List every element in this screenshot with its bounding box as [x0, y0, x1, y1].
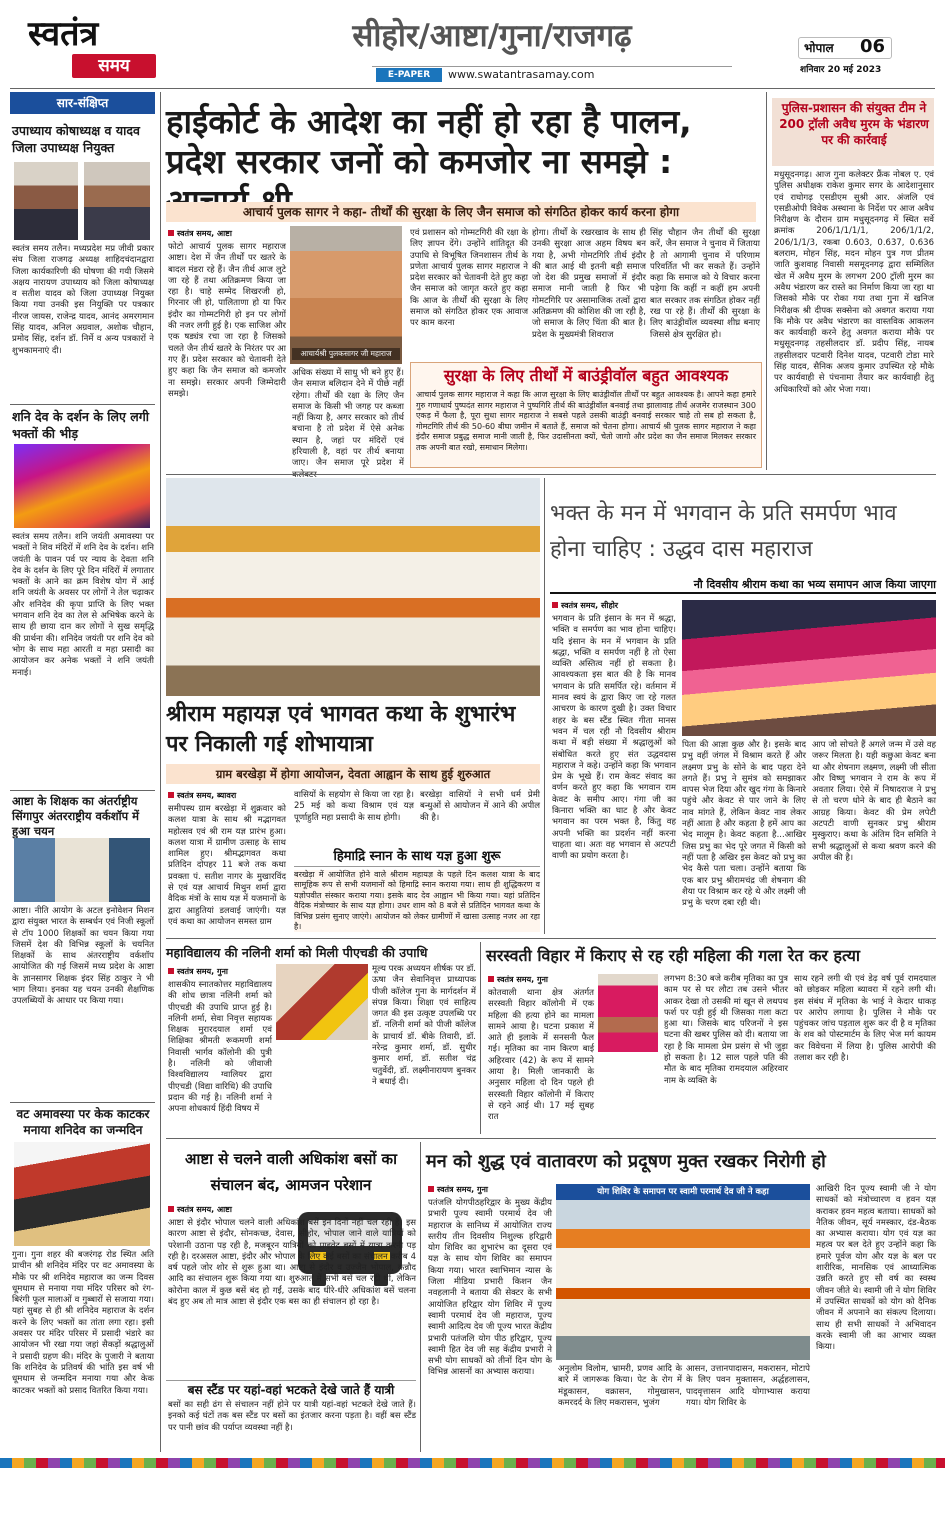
bus-box-text: बसों का सही ढंग से संचालन नहीं होने पर यात्री यहां-वहां भटकते देखे जाते हैं। इनको कई घंटों तक बस स्टैंड पर बसों का इंतजार करना पड़ता है। वहीं बस स्टैंड पर पानी छांव की पर्याप्त व्यवस्था नहीं है। — [168, 1400, 416, 1433]
lead-col-2: अधिक संख्या में साधु भी बने हुए हैं। जैन समाज बलिदान देने में पीछे नहीं रहेगा। तीर्थों की रक्षा के लिए जैन समाज के किसी भी जगह पर कब्जा नहीं किया है, अगर सरकार को तीर्थ बचाना है तो प्रदेश में ऐसे अनेक स्थान है, जहां पर मंदिरों एवं हरियाली है, वहां पर तीर्थ बनाया जाए। जैन समाज पूरे प्रदेश में — [292, 368, 404, 469]
story-head: आष्टा के शिक्षक का अंतर्राष्ट्रीय सिंगापुर अंतरराष्ट्रीय वर्कशॉप में हुआ चयन — [12, 794, 139, 838]
nalini-col-2: मूल्य परक अध्ययन शीर्षक पर डॉ. ऊषा जैन सेवानिवृत्त प्राध्यापक पीजी कॉलेज गुना के मार्गदर्शन में संपन्न किया। शिक्षा एवं साहित्य जगत की इस उत्कृष्ट उपलब्धि पर डॉ. नलिनी शर्मा को पीजी कॉलेज के प्राचार्य डॉ. बीके तिवारी, डॉ. नरेन्द्र कुमार शर्मा, डॉ. सुधीर कुमार शर्मा, डॉ. सतीश चंद्र चतुर्वेदी, डॉ. लक्ष्मीनारायण बुनकर ने बधाई दी। — [372, 964, 476, 1087]
story-head: वट अमावस्या पर केक काटकर मनाया शनिदेव का जन्मदिन — [16, 1107, 150, 1137]
temple-photo — [14, 444, 150, 528]
shobha-headline: श्रीराम महायज्ञ एवं भागवत कथा के शुभारंभ पर निकाली गई शोभायात्रा — [166, 702, 516, 757]
website-link[interactable]: www.swatantrasamay.com — [448, 68, 595, 81]
bhakt-headline: भक्त के मन में भगवान के प्रति समर्पण भाव होना चाहिए : उद्धव दास महाराज — [550, 501, 897, 562]
edition-title: सीहोर/आष्टा/गुना/राजगढ़ — [352, 18, 632, 54]
shobha-byline: स्वतंत्र समय, ब्यावरा — [168, 790, 286, 802]
lead-col-3: एवं प्रशासन को गोम्मटगिरी की रक्षा के लिए ज्ञापन देंगे। उन्होंने शांतिदूत की उपाधि से विभूषित जिनशासन तीर्थ के प्रणेता आचार्य पुलक सागर महाराज ने प्रदेश सरकार को चेतावनी देते हुए कहा जैन समाज को जागृत करते हुए कहा कि आज के तीर्थों की सुरक्षा के लिए समाज को संगठित होकर एक आवाज पर काम करना — [410, 228, 528, 329]
police-headline: पुलिस-प्रशासन की संयुक्त टीम ने 200 ट्रॉली अवैध मुरम के भंडारण पर की कार्रवाई — [779, 101, 929, 147]
lead-headline: हाईकोर्ट के आदेश का नहीं हो रहा है पालन, प्रदेश सरकार जनों को कमजोर ना समझे : — [166, 102, 692, 181]
story-text: गुना। गुना शहर की बजरंगढ़ रोड स्थित अति प्राचीन श्री शनिदेव मंदिर पर वट अमावस्या के मौके पर श्री शनिदेव महाराज का जन्म दिवस धूमधाम से मनाया गया मंदिर परिसर को रंग-बिरंगी फूल मालाओं व गुब्बारों से सजाया गया। यहां सुबह से ही श्री शनिदेव महाराज के दर्शन करने के लिए भक्तों का तांता लगा रहा। इसी अवसर पर मंदिर परिसर में प्रसादी भंडारे का आयोजन भी रखा गया जहां सैकड़ों श्रद्धालुओं ने प्रसादी ग्रहण की। मंदिर के पुजारी ने बताया कि शनिदेव के प्रतिवर्ष की भांति इस वर्ष भी धूमधाम से जन्मदिन मनाया गया और केक काटकर भक्तों को प्रसाद वितरित किया गया। — [12, 1250, 154, 1396]
nalini-headline: महाविद्यालय की नलिनी शर्मा को मिली पीएचडी की उपाधि — [166, 945, 428, 960]
city-label: भोपाल — [804, 41, 834, 55]
shobha-col-3: बरखेड़ा वासियों ने सभी धर्म प्रेमी बन्धुओं से आयोजन में आने की अपील की है। — [420, 790, 540, 823]
saraswati-headline: सरस्वती विहार में किराए से रह रही महिला की गला रेत कर हत्या — [486, 946, 861, 965]
story-text: स्वतंत्र समय तलैन। मध्यप्रदेश मप्र जीवी प्रकार संघ जिला राजगढ़ अध्यक्ष शाहिदचंदानद्वारा जिला कार्यकारिणी की घोषणा की गयी जिसमे अक्षय नारायण उपाध्याय को जिला कोषाध्यक्ष व सतीश यादव को जिला उपाध्यक्ष नियुक्त किया गया उनकी इस नियुक्ति पर पत्रकार नीरज जायस, राजेन्द्र यादव, आनंद अमरगमान सिंह यादव, अनिल अग्रवाल, अशोक चौहान, प्रमोद सिंह, दर्शन डॉ. निर्मे व अन्य पत्रकारों ने शुभकामनाएं दी। — [12, 244, 154, 356]
shobha-col-1: समीपस्थ ग्राम बरखेड़ा में शुक्रवार को कलश यात्रा के साथ श्री मद्भागवत महोत्सव एवं श्री राम यज्ञ प्रारंभ हुआ। कलश यात्रा में ग्रामीण उत्साह के साथ शामिल हुए। श्रीमद्भागवत कथा प्रतिदिन दोपहर 11 बजे तक कथा प्रवक्ता पं. सतीश नागर के मुखारविंद से एवं यज्ञ आचार्य मिथुन शर्मा द्वारा वैदिक मंत्रों के साथ यज्ञ में यजमानों के द्वारा आहुतियां डलवाई जाएंगी। यज्ञ एवं कथा का आयोजन समस्त ग्राम — [168, 804, 286, 927]
teacher-photo — [14, 838, 150, 902]
procession-photo — [166, 478, 540, 696]
story-text: स्वतंत्र समय तलैन। शनि जयंती अमावस्या पर भक्तों ने शिव मंदिरों में शनि देव के दर्शन। शनि जयंती के पावन पर्व पर न्याय के देवता शनि देव के दर्शन के लिए पूरे दिन मंदिरों में लगातार भक्तों के आने का क्रम विशेष योग में आई शनि जयंती के अवसर पर लोगों ने तेल चढ़ाकर और शनिदेव की कृपा प्राप्ति के लिए भक्त भगवान शनि देव का तेल से अभिषेक करने के साथ ही छाया दान कर लोगों ने सुख समृद्धि की प्रार्थना की। शनिदेव जयंती पर शनि देव को भोग के साथ महा आरती व महा प्रसादी का आयोजन कर अनेक भक्तों ने शनि जयंती मनाई। — [12, 532, 154, 678]
katha-photo — [682, 600, 936, 736]
nalini-byline: स्वतंत्र समय, गुना — [168, 966, 272, 978]
story-text: आष्टा। नीति आयोग के अटल इनोवेशन मिशन द्वारा संयुक्त भारत के सम्बर्धन एवं निजी स्कूलों से टॉप 1000 शिक्षकों का चयन किया गया जिसमें देश की विभिन्न स्कूलों के चयनित शिक्षकों के साथ अंतरराष्ट्रीय वर्कशॉप आयोजित की गई जिसमें मध्य प्रदेश के आष्टा के ज्ञानसागर शिक्षक इंदर सिंह ठाकुर ने भी भाग लिया। इनका यह चयन उनकी शैक्षणिक उपलब्धियों के आधार पर किया गया। — [12, 906, 154, 1007]
story-head: शनि देव के दर्शन के लिए लगी भक्तों की भीड़ — [12, 409, 150, 441]
photo-man-1 — [14, 162, 78, 240]
epaper-label: E-PAPER — [376, 68, 442, 82]
bhakt-byline: स्वतंत्र समय, सीहोर — [552, 600, 676, 612]
lead-col-4: होगा। तीर्थों के रखरखाव के साथ ही उनकी सुरक्षा आज अहम विषय बन गया है, अभी गोमटगिरि तीर्थ इंदौर की बात आई थी इतनी बड़ी समाज जो देश की प्रमुख समाजों में इंदौर समाज मानी जाती है फिर भी गोमटगिरि पर असामाजिक तत्वों द्वारा अतिक्रमण की कोशिश की जा रही है, जो समाज के लिए चिंता की बात है। प्रदेश के मुख्यमंत्री शिवराज — [532, 228, 646, 340]
yog-col-1: पतंजलि योगपीठहरिद्वार के मुख्य केंद्रीय प्रभारी पूज्य स्वामी परमार्थ देव जी महाराज के सानिध्य में आयोजित राज्य स्तरीय तीन दिवसीय निशुल्क हरिद्वारी योग शिविर का शुभारंभ का दूसरा एवं यज्ञ के साथ योग शिविर का समापन किया गया। भारत स्वाभिमान न्यास के जिला मीडिया प्रभारी किशन जैन नवहलानी ने बताया की सेक्टर के सभी आयोजित हरिद्वार योग शिविर में पूज्य स्वामी परमार्थ देव जी महाराज, पूज्य स्वामी आदित्य देव जी पूज्य भारत केंद्रीय प्रभारी पतंजलि योग पीठ हरिद्वार, पूज्य स्वामी हित देव जी सह केंद्रीय प्रभारी ने सभी योग साधकों को तीनों दिन योग के विभिन्न आसनों का अभ्यास कराया। — [428, 1198, 552, 1378]
shobha-subhead: ग्राम बरखेड़ा में होगा आयोजन, देवता आह्वान के साथ हुई शुरुआत — [166, 764, 540, 784]
nalini-photo — [276, 964, 368, 1040]
lead-col-1: फोटो आचार्य पुलक सागर महाराज आष्टा। देश में जैन तीर्थों पर खतरे के बादल मंडरा रहे हैं। जैन तीर्थ आज लुटे जा रहे हैं तथा अतिक्रमण किया जा रहा है। चाहे सम्मेद शिखरजी हो, गिरनार जी हो, पालिताणा हो या फिर इंदौर का गोम्मटगिरी हो इन पर लोगों की नजर लगी हुई है। एक साजिश और एक षड्यंत्र रचा जा रहा है जिसको चलते जैन तीर्थ खतरे के निरंतर पर आ गए हैं। प्रदेश सरकार को चेतावनी देते हुए कहा कि जैन समाज को कमजोर ना समझे। सरकार अपनी जिम्मेदारी समझे। — [168, 242, 286, 399]
page-number: 06 — [860, 36, 886, 57]
bus-headline: आष्टा से चलने वाली अधिकांश बसों का संचालन बंद, आमजन परेशान — [185, 1150, 397, 1194]
yog-byline: स्वतंत्र समय, गुना — [428, 1184, 552, 1196]
masthead — [0, 0, 945, 86]
yog-photo-text-b: आसन, उत्तानपादासन, मकरासन, मोटापे के लिए पवन मुक्तासन, अर्द्धहलासन, पादवृत्तासन आदि योगाभ्यास कराया गया। योग शिविर के — [686, 1364, 810, 1408]
shobha-col-2: वासियों के सहयोग से किया जा रहा है। 25 मई को कथा विश्राम एवं यज्ञ पूर्णाहुति महा प्रसादी के साथ होगी। — [294, 790, 414, 823]
himadri-head: हिमाद्रि स्नान के साथ यज्ञ हुआ शुरू — [294, 848, 540, 867]
yog-photo-caption: योग शिविर के समापन पर स्वामी परमार्थ देव जी ने कहा — [556, 1184, 810, 1200]
bhakt-subhead: नौ दिवसीय श्रीराम कथा का भव्य समापन आज किया जाएगा — [550, 576, 936, 594]
logo-bottom: समय — [98, 56, 130, 76]
yog-photo-text-a: अनुलोम विलोम, भ्रामरी, प्रणव आदि के बारे में जागरूक किया। पेट के रोग में मंडूकासन, वक्रासन, गोमुखासन, कमरदर्द के लिए मकरासन, भुजंग — [558, 1364, 682, 1408]
victim-photo — [598, 974, 658, 1052]
saraswati-col-1: कोतवाली थाना क्षेत्र अंतर्गत सरस्वती विहार कॉलोनी में एक महिला की हत्या होने का मामला सामने आया है। घटना प्रकाश में आते ही इलाके में सनसनी फैल गई। मृतिका का नाम किरण बाई अहिरवार (42) के रूप में सामने आया है। मिली जानकारी के अनुसार महिला दो दिन पहले ही सरस्वती विहार कॉलोनी में किराए से रहने आई थी। 17 मई सुबह रात — [488, 988, 594, 1123]
logo[interactable] — [28, 14, 158, 80]
saraswati-col-2: लगभग 8:30 बजे करीब मृतिका का पुत्र काम पर से घर लौटा तब उसने भीतर आकर देखा तो उसकी मां खून से लथपथ फर्श पर पड़ी हुई थी जिसका गला कटा हुआ था। जिसके बाद परिजनों ने इस घटना की खबर पुलिस को दी। बताया जा रहा है कि मामला प्रेम प्रसंग से भी जुड़ा हो सकता है। 12 साल पहले पति की मौत के बाद मृतिका रामदयाल अहिरवार नाम के व्यक्ति के — [664, 974, 788, 1086]
saraswati-byline: स्वतंत्र समय, गुना — [488, 974, 594, 986]
acharya-photo — [290, 226, 402, 364]
story-head: उपाध्याय कोषाध्यक्ष व यादव जिला उपाध्यक्ष नियुक्त — [12, 123, 140, 155]
bhakt-col-3: आप जो सोचते हैं अगले जन्म में उसे वह जरूर मिलता है। यही कछुआ केवट बना था और शेषनाग लक्ष्मण, लक्ष्मी जी सीता और विष्णु भगवान ने राम के रूप में अवतार लिया। ऐसे में निषादराज ने प्रभु से तो चरण धोने के बाद ही बैठाने का आग्रह किया। केवट की प्रेम लपेटी अटपटी वाणी सुनकर प्रभु श्रीराम मुस्कुराए। कथा के अंतिम दिन समिति ने सभी श्रद्धालुओं से कथा श्रवण करने की अपील की है। — [812, 740, 936, 863]
boundary-text: आचार्य पुलक सागर महाराज ने कहा कि आज सुरक्षा के लिए बाउंड्रीवॉल तीर्थों पर बहुत आवश्यक है। आपने कहा हमारे गुरु गणाधार्य पुष्पदंत सागर महाराज ने पुष्पगिरि तीर्थ की बाउंड्रीवॉल बनवाई तथा झालावाड़ तीर्थ अजमेर राजस्थान 300 एकड़ में फैला है, पूरा सुधा सागर महाराज ने सबसे पहले उसकी बाउंड्री बनवाई सरकार चाहे तो सब हो सकता है, गोमटगिरि तीर्थ की 50-60 बीघा जमीन में बताते हैं, समाज को चेतना होगा। आचार्य श्री पुलक सागर महाराज ने कहा इंदौर समाज प्रबुद्ध समाज मानी जाती है, फिर उदासीनता क्यों, चेतो जागो और प्रदेश का जैन समाज मिलकर सरकार तक अपनी बात रखो, समाधान मिलेगा। — [416, 390, 756, 452]
issue-date: शनिवार 20 मई 2023 — [800, 65, 882, 75]
lead-byline: स्वतंत्र समय, आष्टा — [168, 228, 286, 240]
lead-col-5: सिंह चौहान जैन तीर्थों की सुरक्षा करें, जैन समाज ने चुनाव में जिताया है तो आगामी चुनाव में परिणाम परिवर्तित भी कर सकते हैं। उन्होंने कहा कि समाज को ये विचार करना पड़ेगा कि कहीं न कहीं हम अपनी बात सरकार तक संगठित होकर नहीं रख पा रहे हैं। तीर्थों की सुरक्षा के लिए बाउंड्रीवॉल व्यवस्था शीघ्र बनाए जिससे क्षेत्र सुरक्षित हो। — [650, 228, 760, 340]
bus-byline: स्वतंत्र समय, आष्टा — [168, 1204, 278, 1216]
yog-headline: मन को शुद्ध एवं वातावरण को प्रदूषण मुक्त रखकर निरोगी हो — [426, 1151, 826, 1172]
lead-subhead: आचार्य पुलक सागर ने कहा- तीर्थों की सुरक्षा के लिए जैन समाज को संगठित होकर कार्य करना होगा — [166, 202, 756, 222]
section-title: सार-संक्षिप्त — [56, 96, 109, 110]
bus-box-head: बस स्टैंड पर यहां-वहां भटकते देखे जाते हैं यात्री — [166, 1380, 416, 1399]
police-text: मधुसूदनगढ़। आज गुना कलेक्टर फ्रैंक नोबल ए. एवं पुलिस अधीक्षक राकेश कुमार सगर के आदेशानुसार एवं राघोगढ़ एसडीएम सुश्री आर. अंजलि एवं एसडीओपी विवेक अस्थाना के निर्देश पर आज अवैध निरीक्षण के दौरान ग्राम मधुसूदनगढ़ में स्थित सर्वे क्रमांक 206/1/1/1/1, 206/1/1/2, 206/1/1/3, रकबा 0.603, 0.637, 0.636 बलराम, मोहन सिंह, मदन मोहन पुत्र गण प्रीतम जाति कुशवाह निवासी मसमूदनगढ़ द्वारा सम्मिलित खेत में अवैध मुरम के लगभग 200 ट्रॉली मुरम का अवैध भंडारण कर रास्ते का निर्माण किया जा रहा था जिसको मौके पर रोका गया तथा गुना में खनिज निरीक्षक श्री दीपक सक्सेना को अवगत कराया गया कि मौके पर अवैध भंडारण का वास्तविक आकलन कर कार्यवाही करने हेतु अवगत कराया मौके पर मधुसूदनगढ़ तहसीलदार डॉ. प्रदीप सिंह, नायब तहसीलदार पटवारी दिनेश यादव, पटवारी टोडा मारे सिंह यादव, सैनिक अजय कुमार उपस्थित रहे मौके पर कार्यवाही से पंचनामा तैयार कर कार्यवाही हेतु अधिकारियों को ओर भेजा गया। — [774, 170, 934, 395]
footer-stripe — [0, 1458, 945, 1468]
bhakt-col-1: भगवान के प्रति इंसान के मन में श्रद्धा, भक्ति व समर्पण का भाव होना चाहिए। यदि इंसान के मन में भगवान के प्रति श्रद्धा, भक्ति व समर्पण नहीं है तो ऐसा व्यक्ति अस्तित्व नहीं हो सकता है। आवश्यकता इस बात की है कि मानव भगवान के प्रति समर्पित रहे। वर्तमान में मानव स्वयं के द्वारा किए जा रहे गलत आचरण के कारण दुखी है। उक्त विचार शहर के बस स्टैंड स्थित गीता मानस भवन में चल रही नौ दिवसीय श्रीराम कथा में बड़ी संख्या में श्रद्धालुओं को संबोधित करते हुए संत उद्धवदास महाराज ने कहे। उन्होंने कहा कि भगवान प्रेम के भूखे हैं। राम केवट संवाद का वर्णन करते हुए कहा कि भगवान राम केवट के समीप आए। गंगा जी का किनारा भक्ति का घाट है और केवट भगवान का परम भक्त है, किंतु वह अपनी भक्ति का प्रदर्शन नहीं करना चाहता था। अतः वह भगवान से अटपटी वाणी का प्रयोग करता है। — [552, 614, 676, 862]
left-column — [10, 92, 155, 1460]
saraswati-col-3: साथ रहने लगी थी एवं डेढ़ वर्ष पूर्व रामदयाल को छोड़कर महिला ब्यावरा में रहने लगी थी। इस संबंध में मृतिका के भाई ने केदार धाकड़ पर आरोप लगाया है। पुलिस ने मौके पर पहुंचकर जांच पड़ताल शुरू कर दी है व मृतिका के शव को पोस्टमार्टम के लिए भेज मर्ग कायम कर विवेचना में लिया है। पुलिस आरोपी की तलाश कर रही है। — [794, 974, 936, 1064]
photo-man-2 — [84, 162, 150, 240]
yog-photo — [556, 1200, 810, 1360]
bus-col-1: आष्टा से इंदौर भोपाल चलने वाली अधिकांश बसें इन दिनों नहीं चल रही हैं। इस कारण आष्टा से इंदौर, सोनकच्छ, देवास, सीहोर, भोपाल जाने वाले यात्रियों को परेशानी उठाना पड़ रही है, मजबूरन यात्रियों को प्राइवेट बसों में यात्रा करनी पड़ रही है। दरअसल आष्टा, इंदौर और भोपाल के लिए कई बसों का संचालन करीब 4 वर्ष पहले जोर शोर से शुरू हुआ था। आष्टा से इंदौर व उज्जैन भोपाल, कन्नौद आदि का संचालन शुरू किया गया था। शुरुआत में सभी बसें चल रही थीं, लेकिन कोरोना काल में कुछ बसें बंद हो गईं, उसके बाद धीरे-धीरे अधिकांश बसें चलना बंद हुए अब तो मात्र आष्टा से इंदौर एक बस का ही संचालन हो रहा है। — [168, 1218, 416, 1308]
acharya-caption: आचार्यश्री पुलकसागर जी महाराज — [292, 348, 400, 360]
page-info — [798, 35, 908, 81]
logo-top: स्वतंत्र — [28, 14, 99, 54]
boundary-head: सुरक्षा के लिए तीर्थों में बाउंड्रीवॉल बहुत आवश्यक — [443, 366, 729, 385]
shani-photo — [14, 1142, 150, 1246]
bhakt-col-2: पिता की आज्ञा कुछ और है। इसके बाद प्रभु वहीं जंगल में विश्राम करते हैं और लक्ष्मण प्रभु के सोने के बाद पहरा देने लगते हैं। प्रभु ने सुमंत्र को समझाकर वापस भेज दिया और खुद गंगा के किनारे पहुंचे और केवट से पार जाने के लिए नाव मांगते हैं, लेकिन केवट नाव लेकर नहीं आता है और कहता है हमें आप का भेद मालूम है। केवट कहता है...आखिर जिस प्रभु का भेद पूरे जगत में किसी को नहीं पता है अखिर इस केवट को प्रभु का भेद कैसे पता चला। उन्होंने बताया कि एक बार प्रभु श्रीरामचंद्र जी शेषनाग की शैया पर विश्राम कर रहे थे और लक्ष्मी जी प्रभु के चरण दबा रही थी। — [682, 740, 806, 909]
himadri-text: बरखेड़ा में आयोजित होने वाले श्रीराम महायज्ञ के पहले दिन कलश यात्रा के बाद सामूहिक रूप से सभी यजमानों को हिमाद्रि स्नान कराया गया। साथ ही शुद्धिकरण व यज्ञोपवीत संस्कार कराया गया। इसके बाद देव आह्वान भी किया गया। यहां प्रतिदिन वैदिक मंत्रोच्चार के साथ यज्ञ होगा। उधर शाम को 8 बजे से प्रतिदिन भागवत कथा के विभिन्न प्रसंग सुनाए जाएंगे। आयोजन को लेकर ग्रामीणों में खासा उत्साह नजर आ रहा है। — [294, 870, 540, 932]
nalini-col-1: शासकीय स्नातकोत्तर महाविद्यालय की शोध छात्रा नलिनी शर्मा को पीएचडी की उपाधि प्राप्त हुई है। नलिनी शर्मा, सेवा निवृत्त सहायक शिक्षक मुरारदयाल शर्मा एवं शिक्षिका श्रीमती रूकमणी शर्मा निवासी भार्गव कॉलोनी की पुत्री है। नलिनी को जीवाजी विश्वविद्यालय ग्वालियर द्वारा पीएचडी (विद्या वारिधि) की उपाधि प्रदान की गई है। नलिनी शर्मा ने अपना शोधकार्य हिंदी विषय में — [168, 980, 272, 1115]
yog-col-2: आखिरी दिन पूज्य स्वामी जी ने योग साधकों को मंत्रोच्चारण व हवन यज्ञ कराकर हवन महत्व बताया। साधकों को नैतिक जीवन, सूर्य नमस्कार, दंड-बैठक का अभ्यास कराया। योग एवं यज्ञ का महत्व पर बल देते हुए उन्होंने कहा कि हमारे पूर्वज योग और यज्ञ के बल पर शारीरिक, मानसिक एवं आध्यात्मिक उन्नति करते हुए सौ वर्ष का स्वस्थ जीवन जीते थे। स्वामी जी ने योग शिविर में उपस्थित साधकों को योग को दैनिक जीवन में अपनाने का संकल्प दिलाया। साथ ही सभी साधकों ने अभिवादन करके स्वामी जी का आभार व्यक्त किया। — [816, 1184, 936, 1353]
